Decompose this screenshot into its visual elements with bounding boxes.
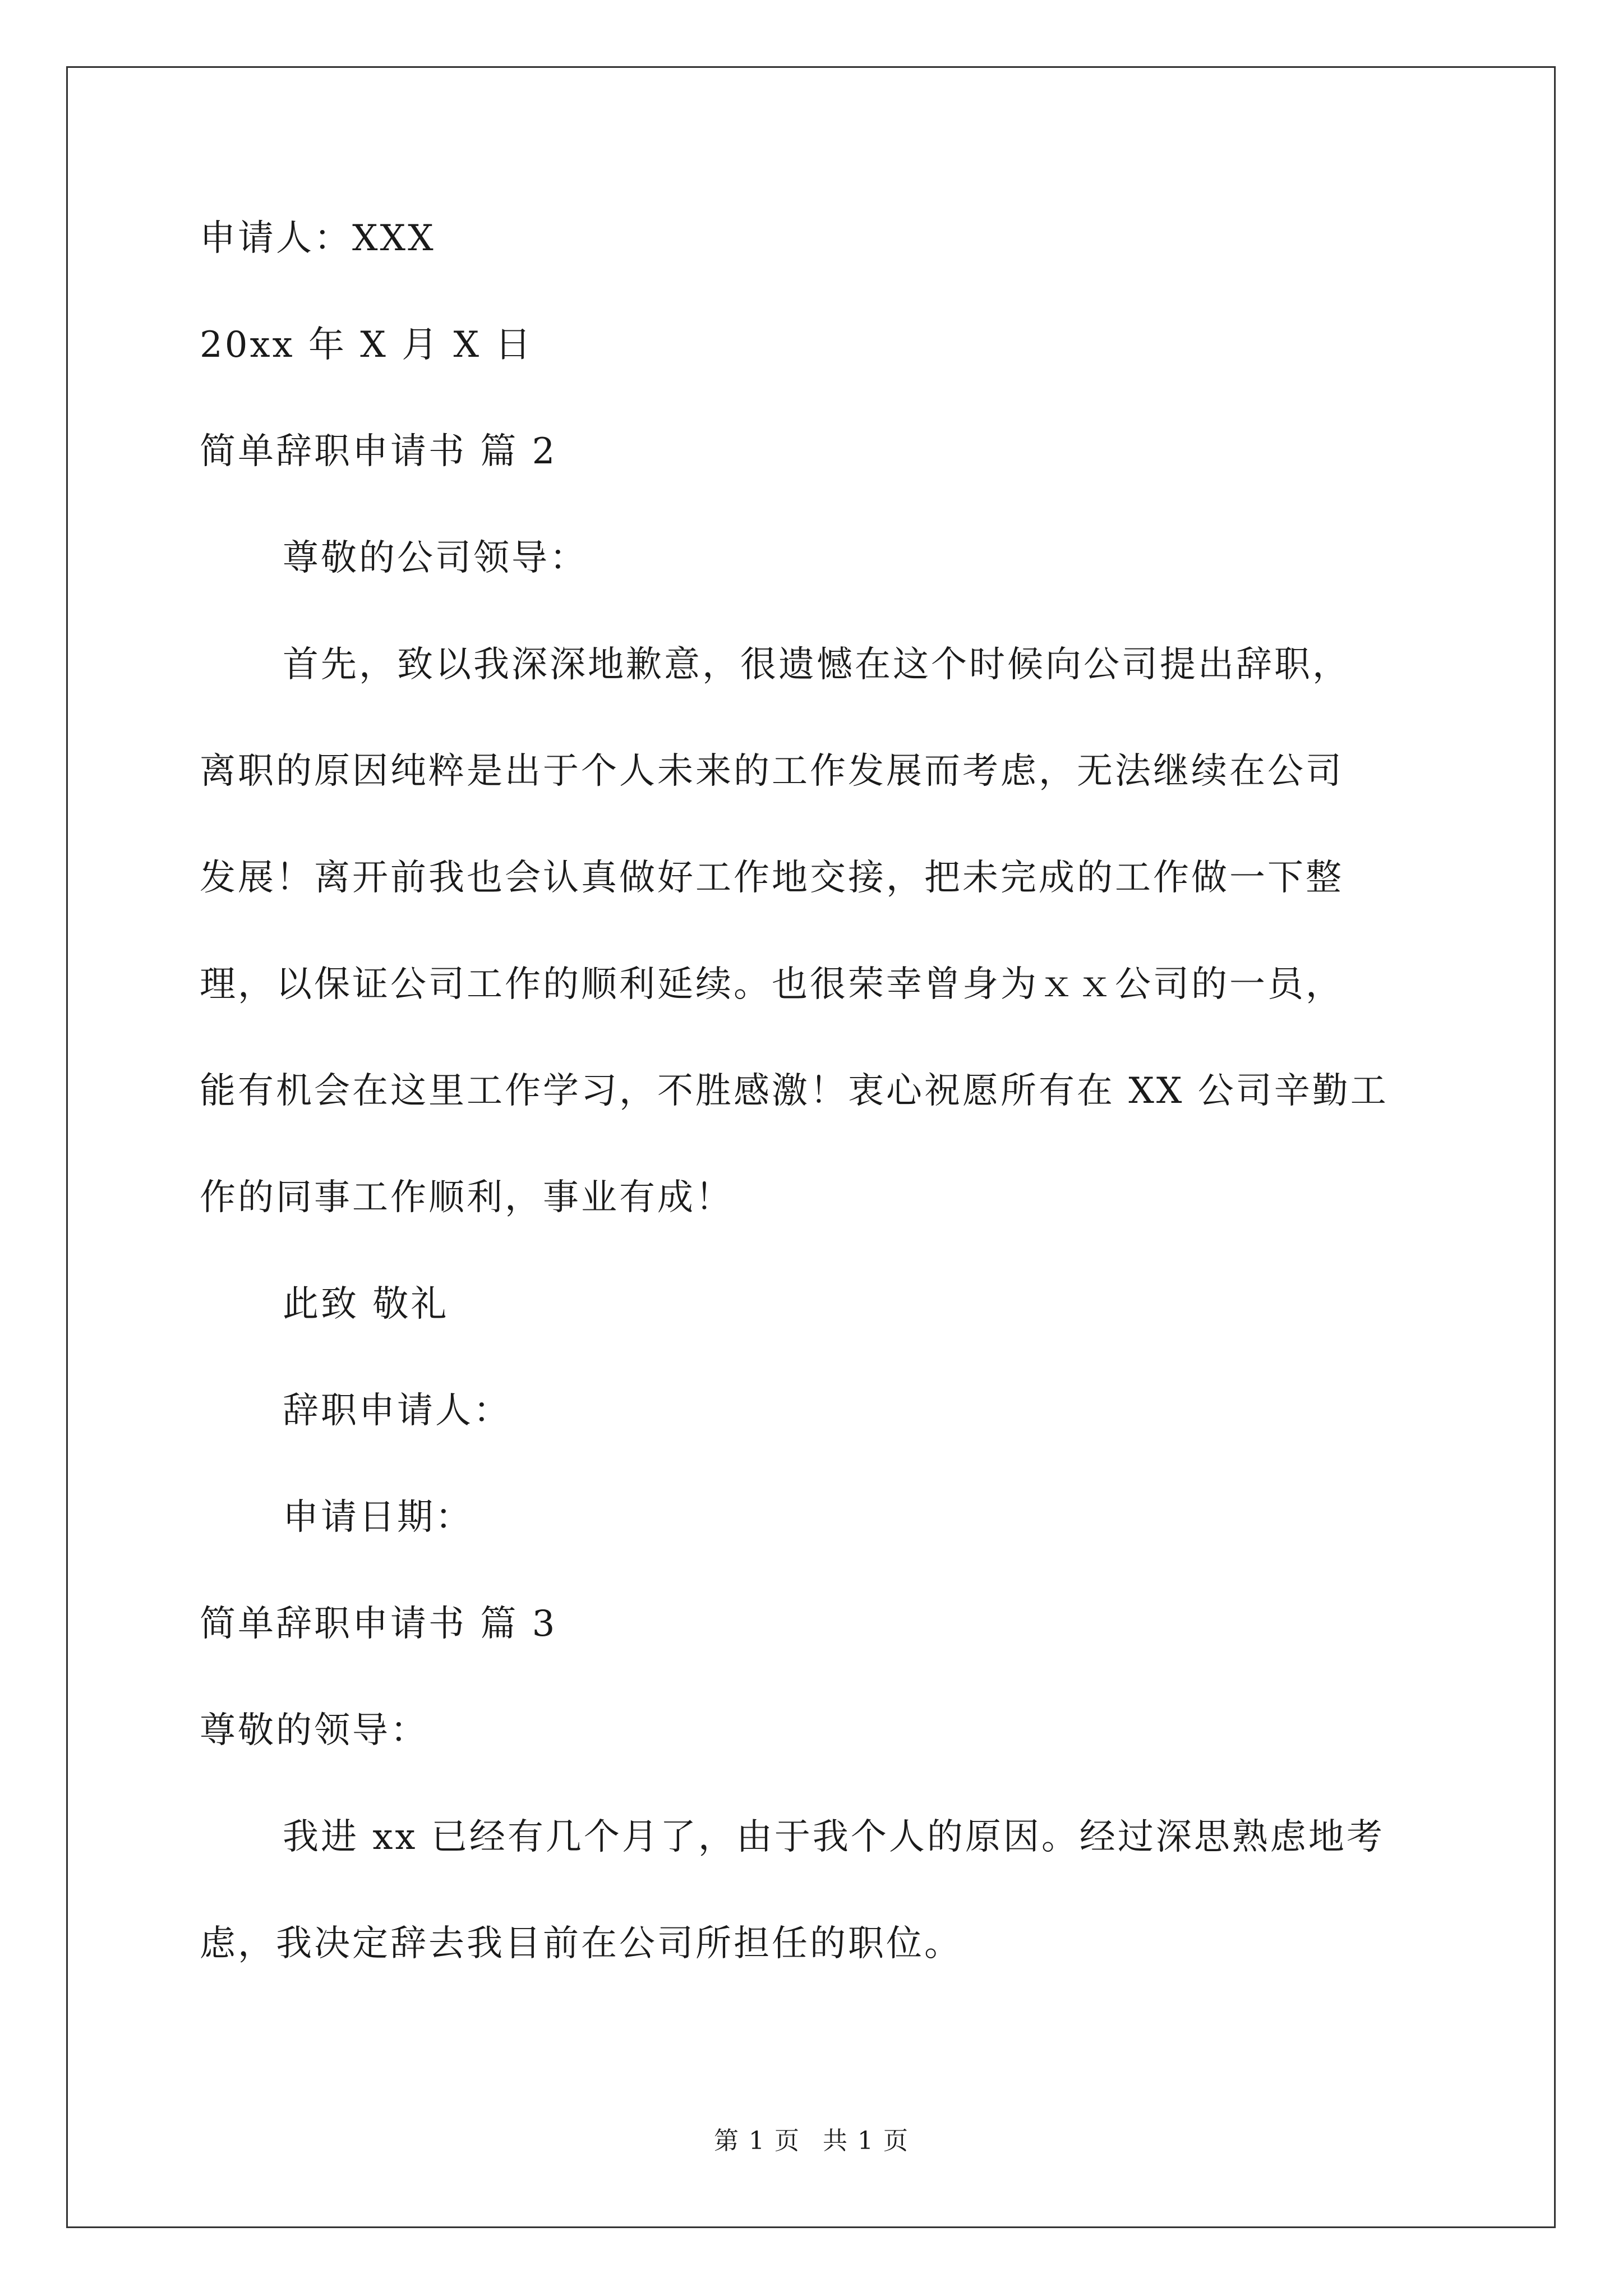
salutation: 尊敬的领导： bbox=[200, 1710, 428, 1751]
paragraph-line: 虑，我决定辞去我目前在公司所担任的职位。 bbox=[200, 1923, 962, 1964]
applicant-line: 申请人：XXX bbox=[200, 218, 436, 259]
document-body bbox=[200, 185, 1433, 1997]
date-line: 20xx 年 X 月 X 日 bbox=[200, 324, 533, 366]
section-heading-2: 简单辞职申请书 篇 2 bbox=[200, 431, 557, 472]
signature-label: 辞职申请人： bbox=[283, 1390, 511, 1432]
page-number: 第 1 页 bbox=[714, 2127, 800, 2155]
page-total: 共 1 页 bbox=[823, 2127, 909, 2155]
paragraph-line: 我进 xx 已经有几个月了，由于我个人的原因。经过深思熟虑地考 bbox=[283, 1816, 1385, 1858]
page-footer bbox=[0, 2120, 1623, 2156]
paragraph-line: 理，以保证公司工作的顺利延续。也很荣幸曾身为ｘｘ公司的一员， bbox=[200, 964, 1344, 1005]
paragraph-line: 首先，致以我深深地歉意，很遗憾在这个时候向公司提出辞职， bbox=[283, 644, 1350, 685]
paragraph-line: 能有机会在这里工作学习，不胜感激！衷心祝愿所有在 XX 公司辛勤工 bbox=[200, 1070, 1389, 1112]
paragraph-line: 作的同事工作顺利，事业有成！ bbox=[200, 1177, 734, 1218]
section-heading-3: 简单辞职申请书 篇 3 bbox=[200, 1603, 557, 1645]
date-label: 申请日期： bbox=[283, 1497, 473, 1538]
paragraph-line: 离职的原因纯粹是出于个人未来的工作发展而考虑，无法继续在公司 bbox=[200, 751, 1344, 792]
paragraph-line: 发展！离开前我也会认真做好工作地交接，把未完成的工作做一下整 bbox=[200, 857, 1344, 899]
closing-line: 此致 敬礼 bbox=[283, 1283, 449, 1325]
salutation: 尊敬的公司领导： bbox=[283, 537, 588, 579]
